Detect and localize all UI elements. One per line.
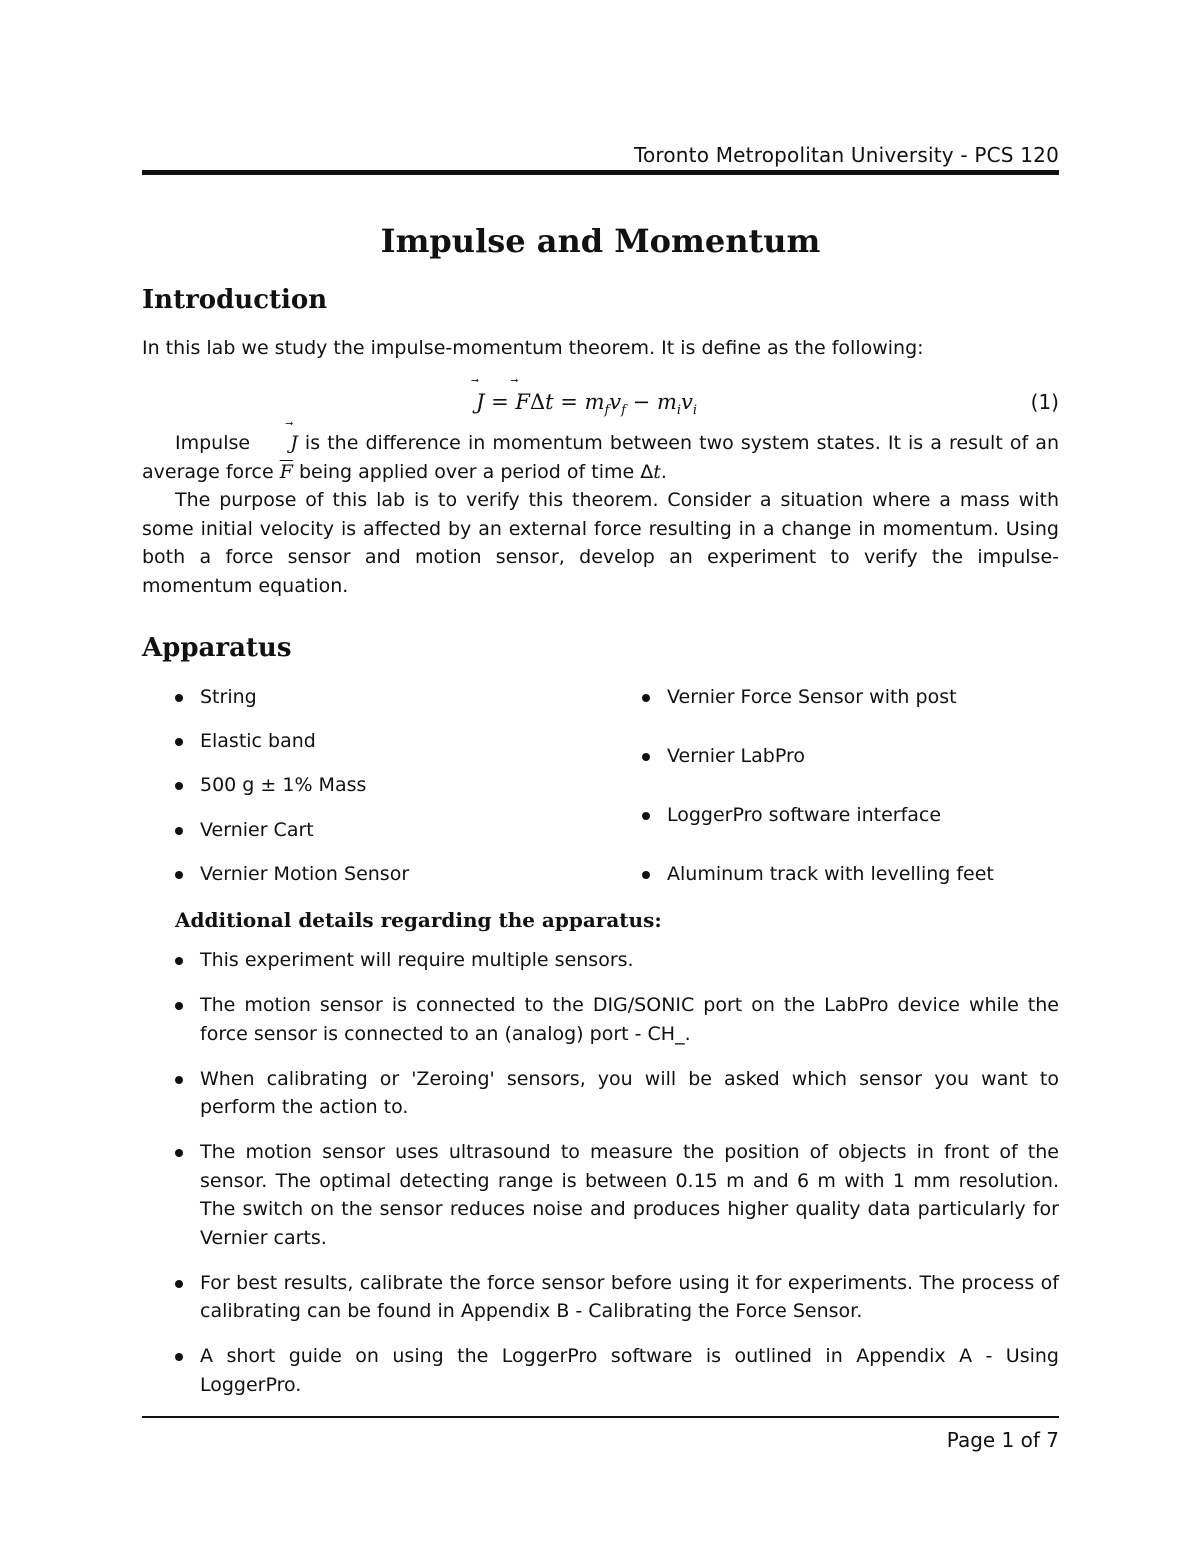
list-item: Elastic band: [142, 727, 582, 771]
bullet-icon: [175, 871, 183, 879]
introduction-paragraph-1: Impulse ⃗ J is the difference in momentum between two system states. It is a result of an average force $\overline{F}$ being applied over a period of time Δt.: [142, 429, 1059, 486]
bullet-icon: [642, 753, 650, 761]
bullet-icon: [175, 1002, 183, 1010]
list-item: When calibrating or 'Zeroing' sensors, you will be asked which sensor you want to perform the action to.: [142, 1065, 1059, 1122]
page-title: Impulse and Momentum: [380, 222, 821, 260]
bullet-icon: [175, 827, 183, 835]
list-item: Aluminum track with levelling feet: [609, 860, 1059, 889]
apparatus-details-list: [142, 946, 1059, 1416]
list-item: The motion sensor is connected to the DIG/SONIC port on the LabPro device while the force sensor is connected to an (analog) port - CH_.: [142, 991, 1059, 1048]
header-rule: [142, 170, 1059, 175]
list-item: 500 g ± 1% Mass: [142, 771, 582, 815]
list-item: For best results, calibrate the force sensor before using it for experiments. The process of calibrating can be found in Appendix B - Calibrating the Force Sensor.: [142, 1269, 1059, 1326]
bullet-icon: [175, 1076, 183, 1084]
list-item: A short guide on using the LoggerPro software is outlined in Appendix A - Using LoggerPro.: [142, 1342, 1059, 1399]
bullet-icon: [175, 694, 183, 702]
list-item: Vernier Force Sensor with post: [609, 683, 1059, 742]
bullet-icon: [175, 782, 183, 790]
bullet-icon: [642, 694, 650, 702]
bullet-icon: [175, 1353, 183, 1361]
bullet-icon: [642, 871, 650, 879]
page-number: Page 1 of 7: [946, 1428, 1059, 1452]
bullet-icon: [175, 738, 183, 746]
bullet-icon: [175, 1149, 183, 1157]
introduction-lead: In this lab we study the impulse-momentum theorem. It is define as the following:: [142, 337, 924, 359]
list-item: This experiment will require multiple sensors.: [142, 946, 1059, 975]
list-item: Vernier LabPro: [609, 742, 1059, 801]
footer-rule: [142, 1416, 1059, 1418]
introduction-paragraph-2: The purpose of this lab is to verify this theorem. Consider a situation where a mass with some initial velocity is affected by an external force resulting in a change in momentum. Using both a force sensor and motion sensor, develop an experiment to verify the impulse-momentum equation.: [142, 489, 1059, 597]
bullet-icon: [175, 1280, 183, 1288]
bullet-icon: [642, 812, 650, 820]
apparatus-details-heading: Additional details regarding the apparatus:: [175, 908, 662, 932]
list-item: LoggerPro software interface: [609, 801, 1059, 860]
document-page: [142, 0, 1059, 1553]
equation-number: (1): [1030, 390, 1059, 414]
running-header: Toronto Metropolitan University - PCS 120: [633, 143, 1059, 167]
bullet-icon: [175, 957, 183, 965]
list-item: Vernier Cart: [142, 816, 582, 860]
list-item: The motion sensor uses ultrasound to measure the position of objects in front of the sensor. The optimal detecting range is between 0.15 m and 6 m with 1 mm resolution. The switch on the sensor reduces noise and produces higher quality data particularly for Vernier carts.: [142, 1138, 1059, 1252]
list-item: Vernier Motion Sensor: [142, 860, 582, 904]
apparatus-list-right: [609, 683, 1059, 889]
apparatus-list-left: [142, 683, 582, 904]
equation-body: ⃗ J = ⃗ $\overline{F}\Delta t = m_fv_f - m_iv_i$: [476, 390, 697, 418]
introduction-heading: Introduction: [142, 285, 328, 315]
list-item: String: [142, 683, 582, 727]
apparatus-heading: Apparatus: [142, 633, 292, 663]
